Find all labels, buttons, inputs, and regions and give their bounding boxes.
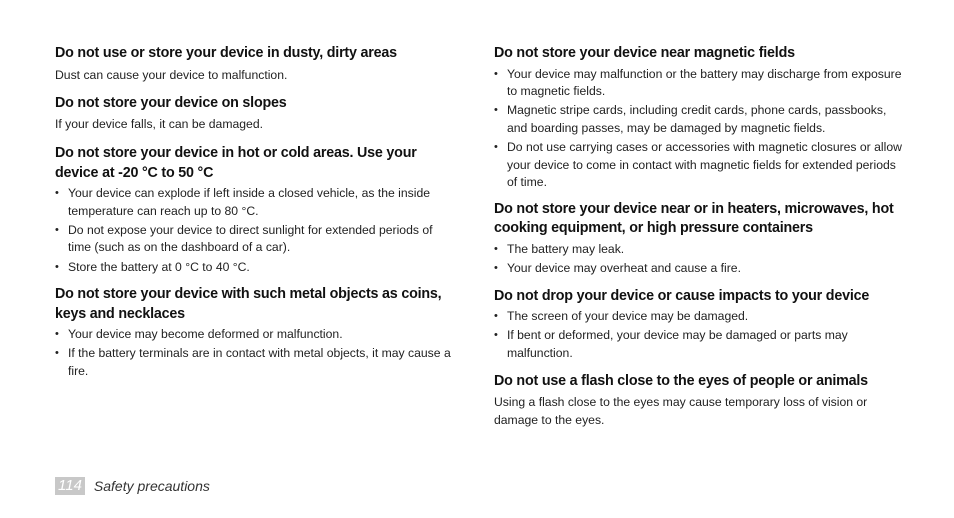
bullet-icon: • xyxy=(494,67,498,80)
section-text: Dust can cause your device to malfunction. xyxy=(55,67,288,82)
page-number: 114 xyxy=(55,477,85,495)
bullet-list xyxy=(494,308,902,362)
page-footer xyxy=(55,476,210,496)
bullet-icon: • xyxy=(494,329,498,342)
footer-label: Safety precautions xyxy=(93,478,210,494)
section-heading: Do not store your device near magnetic fields xyxy=(494,45,795,61)
list-item: • If bent or deformed, your device may be damaged or parts may malfunction. xyxy=(494,328,848,360)
right-column xyxy=(494,44,902,429)
list-item: • Your device may overheat and cause a fire. xyxy=(494,261,741,276)
section-heading: Do not use a flash close to the eyes of people or animals xyxy=(494,372,868,389)
list-item: • Store the battery at 0 °C to 40 °C. xyxy=(55,259,250,274)
bullet-icon: • xyxy=(494,262,498,275)
section-heading: Do not store your device with such metal objects as coins, keys and necklaces xyxy=(55,286,442,322)
left-column xyxy=(55,44,455,382)
section-heaters xyxy=(494,200,902,278)
section-heading: Do not drop your device or cause impacts to your device xyxy=(494,287,870,304)
bullet-icon: • xyxy=(494,141,498,154)
bullet-icon: • xyxy=(494,104,498,117)
bullet-list xyxy=(55,326,455,380)
bullet-icon: • xyxy=(55,187,59,199)
section-heading: Do not store your device on slopes xyxy=(55,94,287,111)
list-item: • The battery may leak. xyxy=(494,241,625,256)
bullet-icon: • xyxy=(494,310,498,323)
bullet-icon: • xyxy=(55,260,59,273)
list-item: • Do not expose your device to direct sunlight for extended periods of time (such as on the dashboard of a car). xyxy=(55,222,433,255)
section-heading: Do not store your device near or in heaters, microwaves, hot cooking equipment, or high pressure containers xyxy=(494,200,894,237)
section-text: If your device falls, it can be damaged. xyxy=(55,117,263,131)
list-item: • Magnetic stripe cards, including credit cards, phone cards, passbooks, and boarding passes, may be damaged by magnetic fields. xyxy=(494,103,887,135)
bullet-list xyxy=(494,241,902,278)
list-item: • Your device may malfunction or the battery may discharge from exposure to magnetic fields. xyxy=(494,66,902,99)
list-item: • Your device can explode if left inside a closed vehicle, as the inside temperature can reach up to 80 °C. xyxy=(55,186,431,218)
bullet-icon: • xyxy=(55,347,59,360)
section-heading: Do not store your device in hot or cold areas. Use your device at -20 °C to 50 °C xyxy=(55,145,417,181)
bullet-list xyxy=(494,66,902,192)
bullet-icon: • xyxy=(494,242,498,255)
bullet-icon: • xyxy=(55,328,59,341)
bullet-icon: • xyxy=(55,223,59,236)
section-dusty-areas xyxy=(55,44,455,84)
list-item: • Your device may become deformed or malfunction. xyxy=(55,327,343,342)
section-hot-cold xyxy=(55,144,455,276)
section-drop-impacts xyxy=(494,287,902,363)
section-flash-eyes xyxy=(494,372,902,430)
section-heading: Do not use or store your device in dusty, dirty areas xyxy=(55,45,397,61)
section-slopes xyxy=(55,94,455,134)
bullet-list xyxy=(55,185,455,276)
section-text: Using a flash close to the eyes may cause temporary loss of vision or damage to the eyes. xyxy=(494,395,868,427)
list-item: • Do not use carrying cases or accessories with magnetic closures or allow your device to come in contact with magnetic fields for extended periods of time. xyxy=(494,140,902,190)
list-item: • The screen of your device may be damaged. xyxy=(494,309,749,324)
list-item: • If the battery terminals are in contact with metal objects, it may cause a fire. xyxy=(55,346,451,378)
section-magnetic-fields xyxy=(494,44,902,192)
section-metal-objects xyxy=(55,285,455,380)
